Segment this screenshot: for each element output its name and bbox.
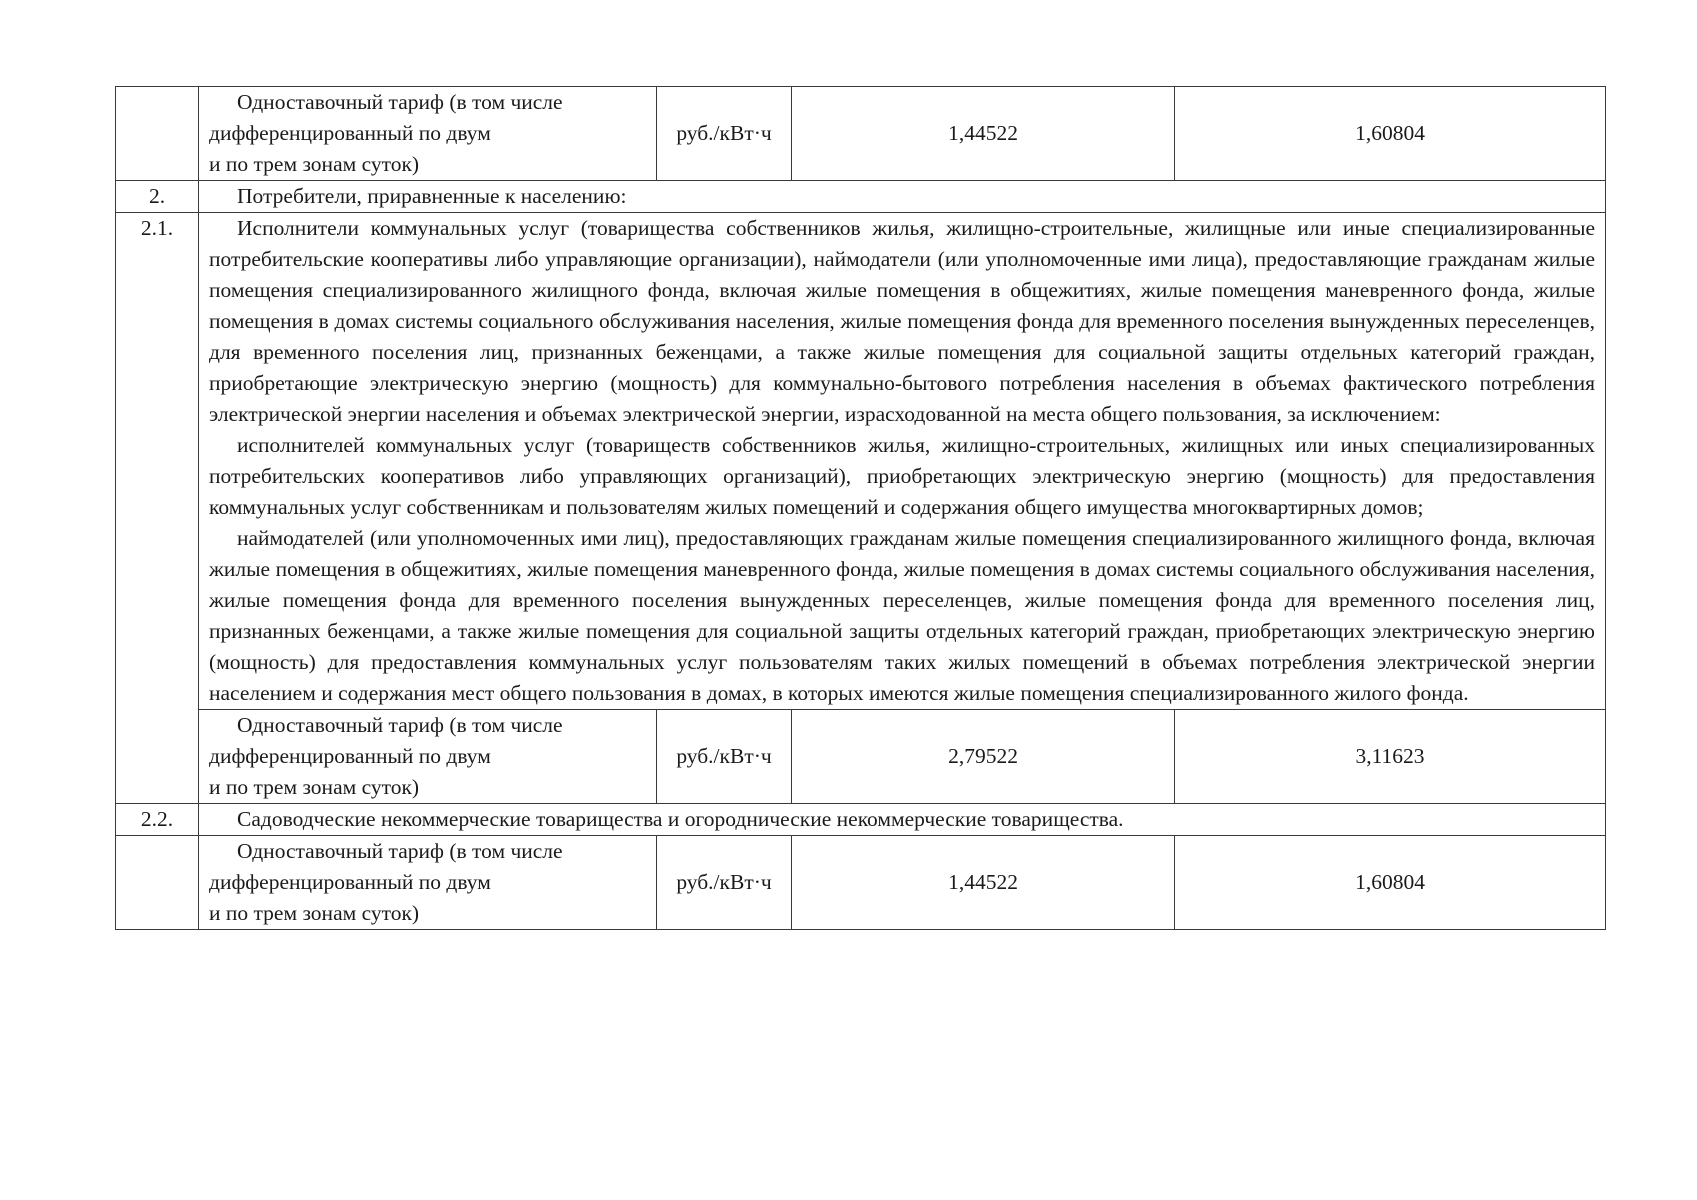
section-title-cell [199, 804, 1606, 836]
table-row-section-2-1 [116, 213, 1606, 710]
tariff-name-line: Одноставочный тариф (в том числе [237, 90, 563, 114]
table-row-2-1-tariff [116, 710, 1606, 804]
tariff-name-line: и по трем зонам суток) [209, 152, 420, 176]
tariff-name-line: дифференцированный по двум [209, 870, 491, 894]
section-title: Потребители, приравненные к населению: [237, 184, 627, 208]
tariff-name-line: и по трем зонам суток) [209, 775, 420, 799]
tariff-value-1-cell: 1,44522 [792, 87, 1175, 181]
table-row-top-tariff [116, 87, 1606, 181]
tariff-name-cell [199, 710, 657, 804]
section-description-cell [199, 213, 1606, 710]
tariff-value-2-cell: 1,60804 [1175, 836, 1606, 930]
unit-cell: руб./кВт·ч [657, 836, 792, 930]
row-number-cell: 2.1. [116, 213, 199, 804]
description-paragraph: наймодателей (или уполномоченных ими лиц), предоставляющих гражданам жилые помещения специализированного жилищного фонда, включая жилые помещения в общежитиях, жилые помещения маневренного фонда, жилые помещения в домах системы социального обслуживания населения, жилые помещения фонда для временного поселения вынужденных переселенцев, жилые помещения фонда для временного поселения лиц, признанных беженцами, а также жилые помещения для социальной защиты отдельных категорий граждан, приобретающих электрическую энергию (мощность) для предоставления коммунальных услуг пользователям таких жилых помещений в объемах потребления электрической энергии населением и содержания мест общего пользования в домах, в которых имеются жилые помещения специализированного жилого фонда. [209, 526, 1595, 705]
section-title: Садоводческие некоммерческие товарищества и огороднические некоммерческие товарищества. [237, 807, 1124, 831]
tariff-name-line: и по трем зонам суток) [209, 901, 420, 925]
tariff-name-cell [199, 87, 657, 181]
section-title-cell [199, 181, 1606, 213]
description-paragraph: исполнителей коммунальных услуг (товариществ собственников жилья, жилищно-строительных, жилищных или иных специализированных потребительских кооперативов либо управляющих организаций), приобретающих электрическую энергию (мощность) для предоставления коммунальных услуг собственникам и пользователям жилых помещений и содержания общего имущества многоквартирных домов; [209, 433, 1595, 519]
table-row-2-2-tariff [116, 836, 1606, 930]
row-number-cell: 2. [116, 181, 199, 213]
document-page [115, 86, 1605, 930]
tariff-name-line: Одноставочный тариф (в том числе [237, 839, 563, 863]
row-number-cell: 2.2. [116, 804, 199, 836]
unit-cell: руб./кВт·ч [657, 87, 792, 181]
tariff-name-line: дифференцированный по двум [209, 744, 491, 768]
table-row-section-2-2 [116, 804, 1606, 836]
tariff-name-line: Одноставочный тариф (в том числе [237, 713, 563, 737]
description-paragraph: Исполнители коммунальных услуг (товарищества собственников жилья, жилищно-строительные, жилищные или иные специализированные потребительские кооперативы либо управляющие организации), наймодатели (или уполномоченные ими лица), предоставляющие гражданам жилые помещения специализированного жилищного фонда, включая жилые помещения в общежитиях, жилые помещения маневренного фонда, жилые помещения в домах системы социального обслуживания населения, жилые помещения фонда для временного поселения вынужденных переселенцев, для временного поселения лиц, признанных беженцами, а также жилые помещения для социальной защиты отдельных категорий граждан, приобретающие электрическую энергию (мощность) для коммунально-бытового потребления населения в объемах фактического потребления электрической энергии населения и объемах электрической энергии, израсходованной на места общего пользования, за исключением: [209, 216, 1595, 426]
row-number-cell [116, 836, 199, 930]
unit-cell: руб./кВт·ч [657, 710, 792, 804]
tariff-value-2-cell: 1,60804 [1175, 87, 1606, 181]
row-number-cell [116, 87, 199, 181]
tariff-value-2-cell: 3,11623 [1175, 710, 1606, 804]
tariff-table [115, 86, 1606, 930]
table-row-section-2 [116, 181, 1606, 213]
tariff-name-cell [199, 836, 657, 930]
tariff-value-1-cell: 2,79522 [792, 710, 1175, 804]
tariff-value-1-cell: 1,44522 [792, 836, 1175, 930]
tariff-name-line: дифференцированный по двум [209, 121, 491, 145]
